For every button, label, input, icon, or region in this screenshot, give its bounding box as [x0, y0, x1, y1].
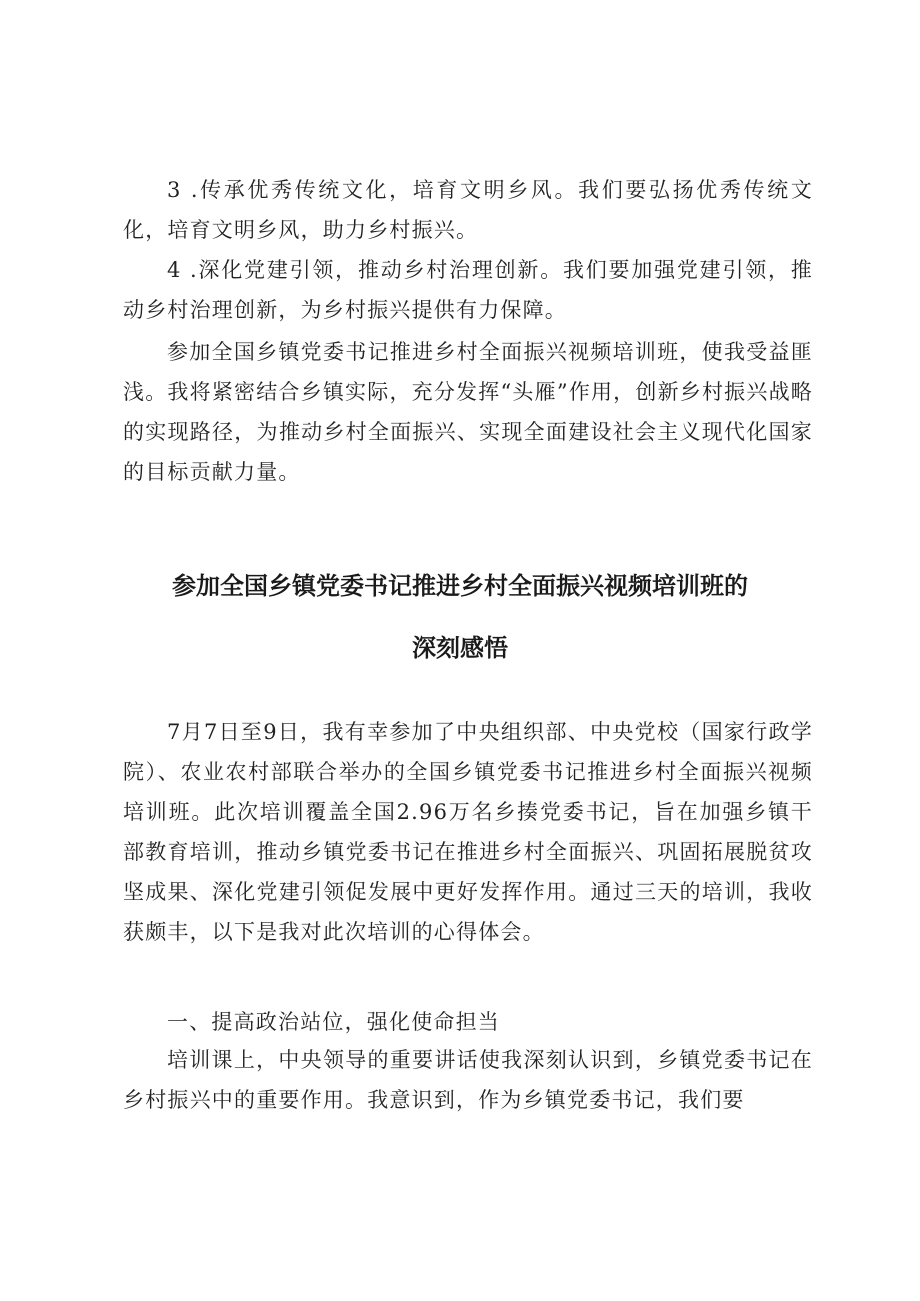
paragraph-point-4: 4 .深化党建引领，推动乡村治理创新。我们要加强党建引领，推动乡村治理创新，为乡村振兴提供有力保障。 [123, 258, 813, 322]
paragraph-point-3: 3 .传承优秀传统文化，培育文明乡风。我们要弘扬优秀传统文化，培育文明乡风，助力乡村振兴。 [123, 178, 813, 242]
paragraph-conclusion: 参加全国乡镇党委书记推进乡村全面振兴视频培训班，使我受益匪浅。我将紧密结合乡镇实际，充分发挥“头雁”作用，创新乡村振兴战略的实现路径，为推动乡村全面振兴、实现全面建设社会主义现代化国家的目标贡献力量。 [123, 340, 813, 484]
paragraph-intro: 7月7日至9日，我有幸参加了中央组织部、中央党校（国家行政学院）、农业农村部联合举办的全国乡镇党委书记推进乡村全面振兴视频培训班。此次培训覆盖全国2.96万名乡揍党委书记，旨在加强乡镇干部教育培训，推动乡镇党委书记在推进乡村全面振兴、巩固拓展脱贫攻坚成果、深化党建引领促发展中更好发挥作用。通过三天的培训，我收获颇丰，以下是我对此次培训的心得体会。 [123, 720, 813, 944]
paragraph-section-body: 培训课上，中央领导的重要讲话使我深刻认识到，乡镇党委书记在乡村振兴中的重要作用。我意识到，作为乡镇党委书记，我们要 [123, 1048, 813, 1112]
article-title-line-1: 参加全国乡镇党委书记推进乡村全面振兴视频培训班的 [172, 572, 748, 600]
article-title-line-2: 深刻感悟 [412, 634, 508, 662]
section-heading: 一、提高政治站位，强化使命担当 [167, 1010, 500, 1034]
article-title [110, 555, 810, 679]
